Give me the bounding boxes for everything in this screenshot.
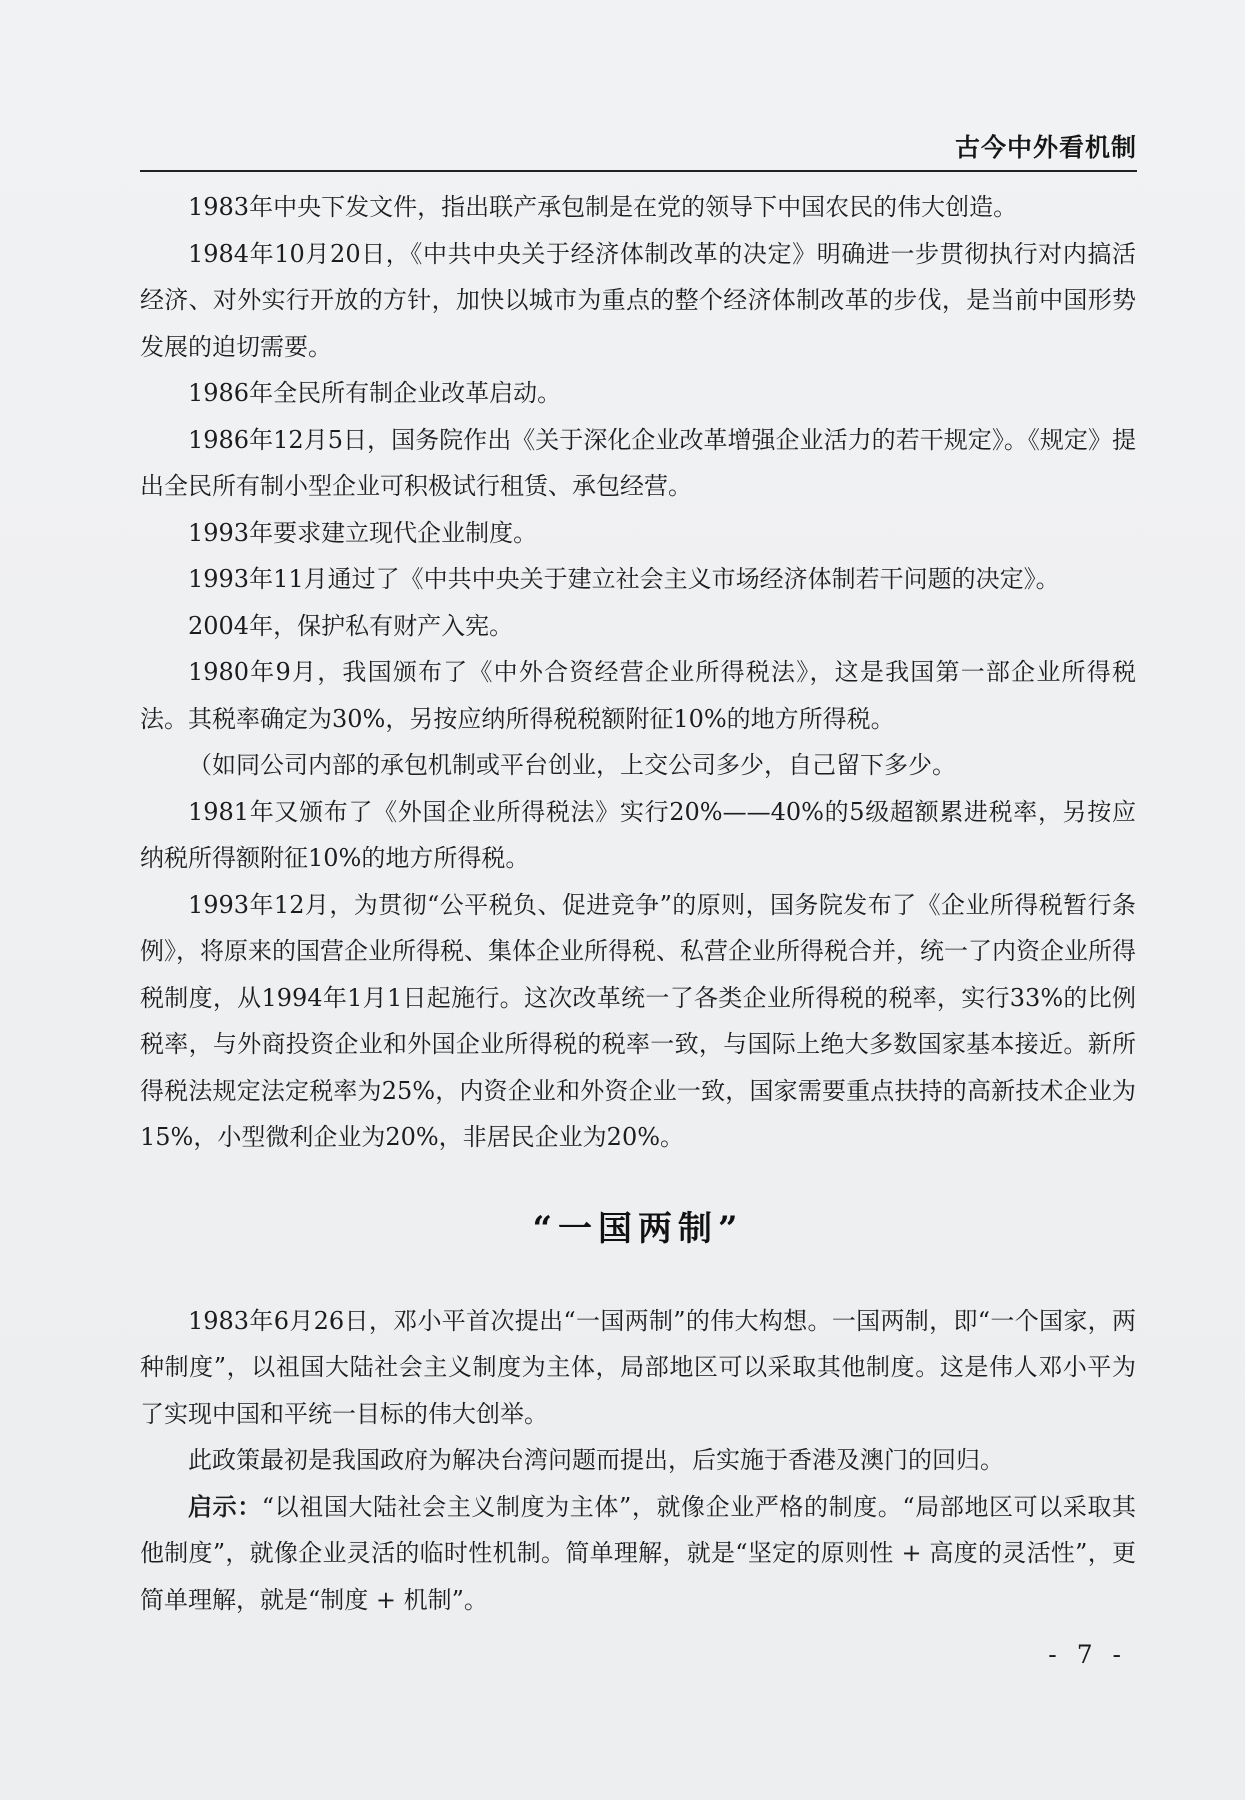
page-body bbox=[140, 184, 1136, 1623]
paragraph-insight bbox=[140, 1484, 1136, 1624]
paragraph-1993-tax-reform: 1993年12月，为贯彻“公平税负、促进竞争”的原则，国务院发布了《企业所得税暂行条例》，将原来的国营企业所得税、集体企业所得税、私营企业所得税合并，统一了内资企业所得税制度，从1994年1月1日起施行。这次改革统一了各类企业所得税的税率，实行33%的比例税率，与外商投资企业和外国企业所得税的税率一致，与国际上绝大多数国家基本接近。新所得税法规定法定税率为25%，内资企业和外资企业一致，国家需要重点扶持的高新技术企业为15%，小型微利企业为20%，非居民企业为20%。 bbox=[140, 890, 1136, 1151]
insight-text: “以祖国大陆社会主义制度为主体”，就像企业严格的制度。“局部地区可以采取其他制度”，就像企业灵活的临时性机制。简单理解，就是“坚定的原则性 + 高度的灵活性”，更简单理解，就是“制度 + 机制”。 bbox=[140, 1492, 1137, 1614]
paragraph-1993-enterprise: 1993年要求建立现代企业制度。 bbox=[188, 518, 538, 547]
paragraph-1986-regulation: 1986年12月5日，国务院作出《关于深化企业改革增强企业活力的若干规定》。《规定》提出全民所有制小型企业可积极试行租赁、承包经营。 bbox=[140, 425, 1136, 500]
paragraph-1980-tax-law: 1980年9月，我国颁布了《中外合资经营企业所得税法》，这是我国第一部企业所得税法。其税率确定为30%，另按应纳所得税税额附征10%的地方所得税。 bbox=[140, 658, 1136, 733]
paragraph-policy-origin: 此政策最初是我国政府为解决台湾问题而提出，后实施于香港及澳门的回归。 bbox=[188, 1446, 1004, 1474]
paragraph-1984-reform: 1984年10月20日，《中共中央关于经济体制改革的决定》明确进一步贯彻执行对内搞活经济、对外实行开放的方针，加快以城市为重点的整个经济体制改革的步伐，是当前中国形势发展的迫切需要。 bbox=[140, 239, 1136, 361]
running-header bbox=[140, 122, 1137, 172]
paragraph-1983-contract: 1983年中央下发文件，指出联产承包制是在党的领导下中国农民的伟大创造。 bbox=[188, 193, 1018, 221]
page-number: - 7 - bbox=[1048, 1640, 1127, 1669]
paragraph-1993-market: 1993年11月通过了《中共中央关于建立社会主义市场经济体制若干问题的决定》。 bbox=[188, 565, 1060, 593]
paragraph-1981-tax-law: 1981年又颁布了《外国企业所得税法》实行20%——40%的5级超额累进税率，另按应纳税所得额附征10%的地方所得税。 bbox=[140, 797, 1136, 872]
paragraph-contract-note: （如同公司内部的承包机制或平台创业，上交公司多少，自己留下多少。 bbox=[188, 751, 956, 779]
paragraph-1986-ownership: 1986年全民所有制企业改革启动。 bbox=[188, 379, 562, 407]
running-header-title: 古今中外看机制 bbox=[954, 133, 1137, 162]
insight-label: 启示： bbox=[188, 1491, 262, 1521]
paragraph-one-country-two-systems: 1983年6月26日，邓小平首次提出“一国两制”的伟大构想。一国两制，即“一个国家，两种制度”，以祖国大陆社会主义制度为主体，局部地区可以采取其他制度。这是伟人邓小平为了实现中国和平统一目标的伟大创举。 bbox=[140, 1306, 1136, 1428]
section-heading: “一国两制” bbox=[532, 1208, 744, 1249]
paragraph-2004-property: 2004年，保护私有财产入宪。 bbox=[188, 611, 514, 640]
